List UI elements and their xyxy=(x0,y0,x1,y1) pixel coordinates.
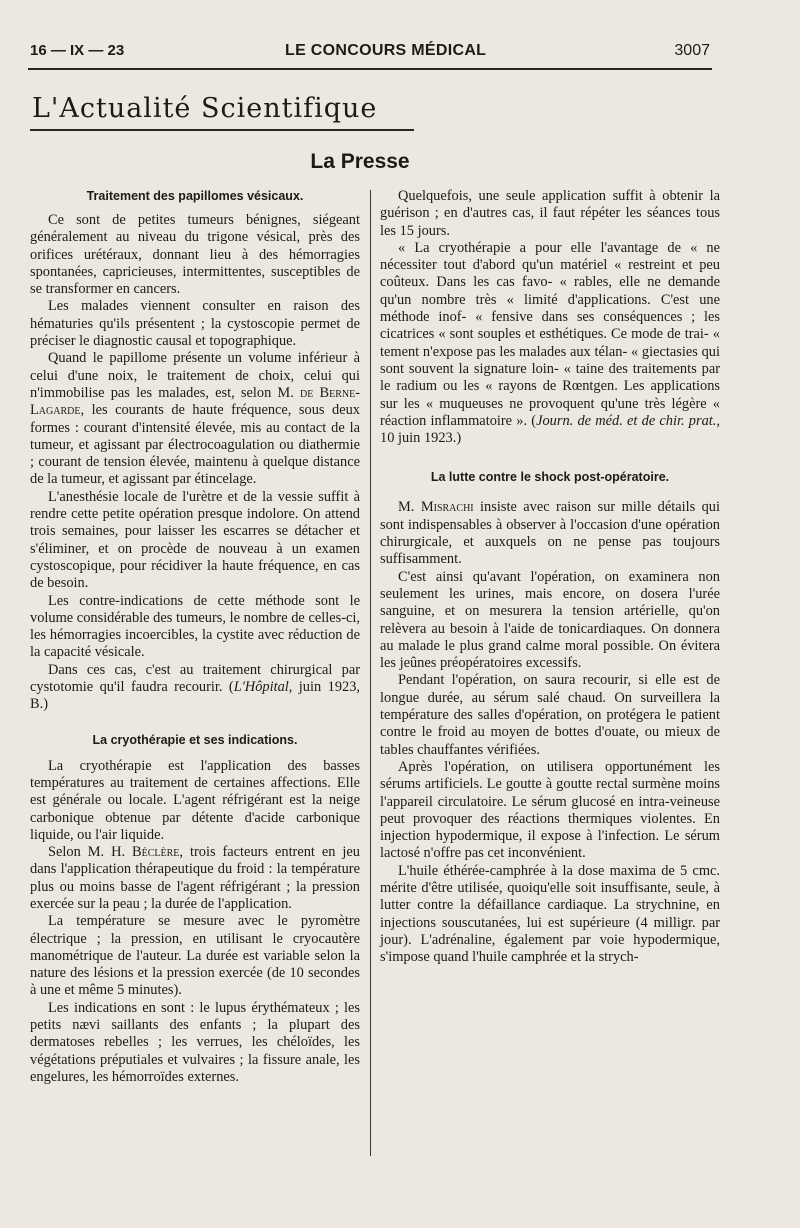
paragraph: L'anesthésie locale de l'urètre et de la vessie suffit à rendre cette petite opération presque indolore. On attend trois semaines, pour laisser les escarres se détacher et s'éliminer, et on procède de nouveau à un examen cystoscopique, pour récidiver la haute fréquence, en cas de besoin. xyxy=(30,488,360,592)
journal-title: LE CONCOURS MÉDICAL xyxy=(285,42,487,59)
rubric-title: La Presse xyxy=(310,150,410,173)
quotation: « La cryothérapie a pour elle l'avantage de « ne nécessiter tout d'abord qu'un matériel « restreint et peu coûteux. Dans les cas favo- « rables, elle ne demande qu'un nombre très « limité d'applications. C'est une méthode inof- « fensive dans ses conséquences ; les cicatrices « sont souples et esthétiques. Ce mode de trai- « tement n'expose pas les malades aux télan- « giectasies qui sont souvent la signature loin- « taine des traitements par le radium ou les « rayons de Rœntgen. Les applications sur les « muqueuses ne provoquent qu'une très légère « réaction inflammatoire ». (Journ. de méd. et de chir. prat., 10 juin 1923.) xyxy=(380,239,720,447)
author-name: de Berne-Lagarde xyxy=(30,384,360,419)
paragraph: Ce sont de petites tumeurs bénignes, siégeant généralement au niveau du trigone vésical, près des orifices urétéraux, donnant lieu à des hémorragies spontanées, capricieuses, intermittentes, susceptibles de se transformer en cancers. xyxy=(30,212,360,298)
author-name: Misrachi xyxy=(420,499,474,516)
paragraph: Les contre-indications de cette méthode sont le volume considérable des tumeurs, le nombre de celles-ci, les hémorragies incoercibles, la cystite avec réduction de la capacité vésicale. xyxy=(30,592,360,661)
running-head xyxy=(30,38,710,64)
right-column xyxy=(380,188,720,966)
paragraph: La cryothérapie est l'application des basses températures au traitement de certaines affections. Elle est générale ou locale. L'agent réfrigérant est la neige carbonique obtenue par détente d'acide carbonique liquide, ou l'air liquide. xyxy=(30,757,360,843)
section-title: L'Actualité Scientifique xyxy=(32,93,378,124)
paragraph: Pendant l'opération, on saura recourir, si elle est de longue durée, au sérum salé chaud. On surveillera la température des salles d'opération, on protégera le patient contre le froid au moyen de bottes d'ouate, ou mieux de tables chauffantes vérifiées. xyxy=(380,672,720,758)
paragraph: Quelquefois, une seule application suffit à obtenir la guérison ; en d'autres cas, il faut répéter les séances tous les 15 jours. xyxy=(380,188,720,239)
source-citation: Journ. de méd. et de chir. prat. xyxy=(536,412,717,429)
article-heading-cryotherapie: La cryothérapie et ses indications. xyxy=(92,732,298,747)
section-title-underline xyxy=(30,129,414,131)
paragraph: Les malades viennent consulter en raison des hématuries qu'ils présentent ; la cystoscopie permet de préciser le diagnostic causal et topographique. xyxy=(30,298,360,350)
paragraph: Dans ces cas, c'est au traitement chirurgical par cystotomie qu'il faudra recourir. (L'Hôpital, juin 1923, B.) xyxy=(30,661,360,713)
source-citation: L'Hôpital xyxy=(233,679,289,696)
page-date: 16 — IX — 23 xyxy=(30,42,125,59)
left-column xyxy=(30,188,360,1086)
paragraph: M. Misrachi insiste avec raison sur mille détails qui sont indispensables à observer à l'occasion d'une opération chirurgicale, et auxquels on ne pense pas toujours suffisamment. xyxy=(380,499,720,568)
paragraph: C'est ainsi qu'avant l'opération, on examinera non seulement les urines, mais encore, on dosera l'urée sanguine, et on mesurera la tension artérielle, qu'on relèvera au besoin à l'aide de tonicardiaques. On donnera au malade le plus grand calme moral possible. On évitera les jeûnes préopératoires excessifs. xyxy=(380,568,720,672)
paragraph: Après l'opération, on utilisera opportunément les sérums artificiels. Le goutte à goutte rectal surmène moins l'appareil circulatoire. Le sérum glucosé en intra-veineuse peut provoquer des réactions thermiques violentes. En injection hypodermique, il expose à l'infection. Le sérum lactosé n'offre pas cet inconvénient. xyxy=(380,758,720,862)
article-heading-shock: La lutte contre le shock post-opératoire. xyxy=(430,470,670,485)
column-separator xyxy=(370,190,371,1156)
paragraph: L'huile éthérée-camphrée à la dose maxima de 5 cmc. mérite d'être utilisée, quoiqu'elle soit insuffisante, seule, à lutter contre la défaillance cardiaque. La strychnine, en injections souscutanées, lui est supérieure (4 milligr. par jour). L'adrénaline, également par voie hypodermique, s'impose quand l'huile camphrée et la strych- xyxy=(380,862,720,966)
author-name: Béclère xyxy=(132,844,180,861)
article-heading-papillomes: Traitement des papillomes vésicaux. xyxy=(86,189,304,203)
page-number: 3007 xyxy=(674,42,710,59)
paragraph: Quand le papillome présente un volume inférieur à celui d'une noix, le traitement de choix, celui qui n'immobilise pas les malades, est, selon M. de Berne-Lagarde, les courants de haute fréquence, sous deux formes : courant d'intensité élevée, mis au contact de la tumeur, et agissant par électrocoagulation ou diathermie ; courant de tension élevée, maintenu à quelque distance de la tumeur, et agissant par étincelage. xyxy=(30,350,360,488)
header-rule xyxy=(28,68,712,70)
paragraph: La température se mesure avec le pyromètre électrique ; la pression, en utilisant le cryocautère manométrique de l'auteur. La durée est variable selon la nature des lésions et la pression exercée (de 10 secondes à une et même 5 minutes). xyxy=(30,913,360,999)
paragraph: Selon M. H. Béclère, trois facteurs entrent en jeu dans l'application thérapeutique du froid : la température plus ou moins basse de l'agent réfrigérant ; la pression exercée sur la peau ; la durée de l'application. xyxy=(30,844,361,912)
paragraph: Les indications en sont : le lupus érythémateux ; les petits nævi saillants des enfants ; la plupart des dermatoses rebelles ; les verrues, les chéloïdes, les végétations préputiales et vulvaires ; la fissure anale, les engelures, les hémorroïdes externes. xyxy=(30,999,360,1085)
